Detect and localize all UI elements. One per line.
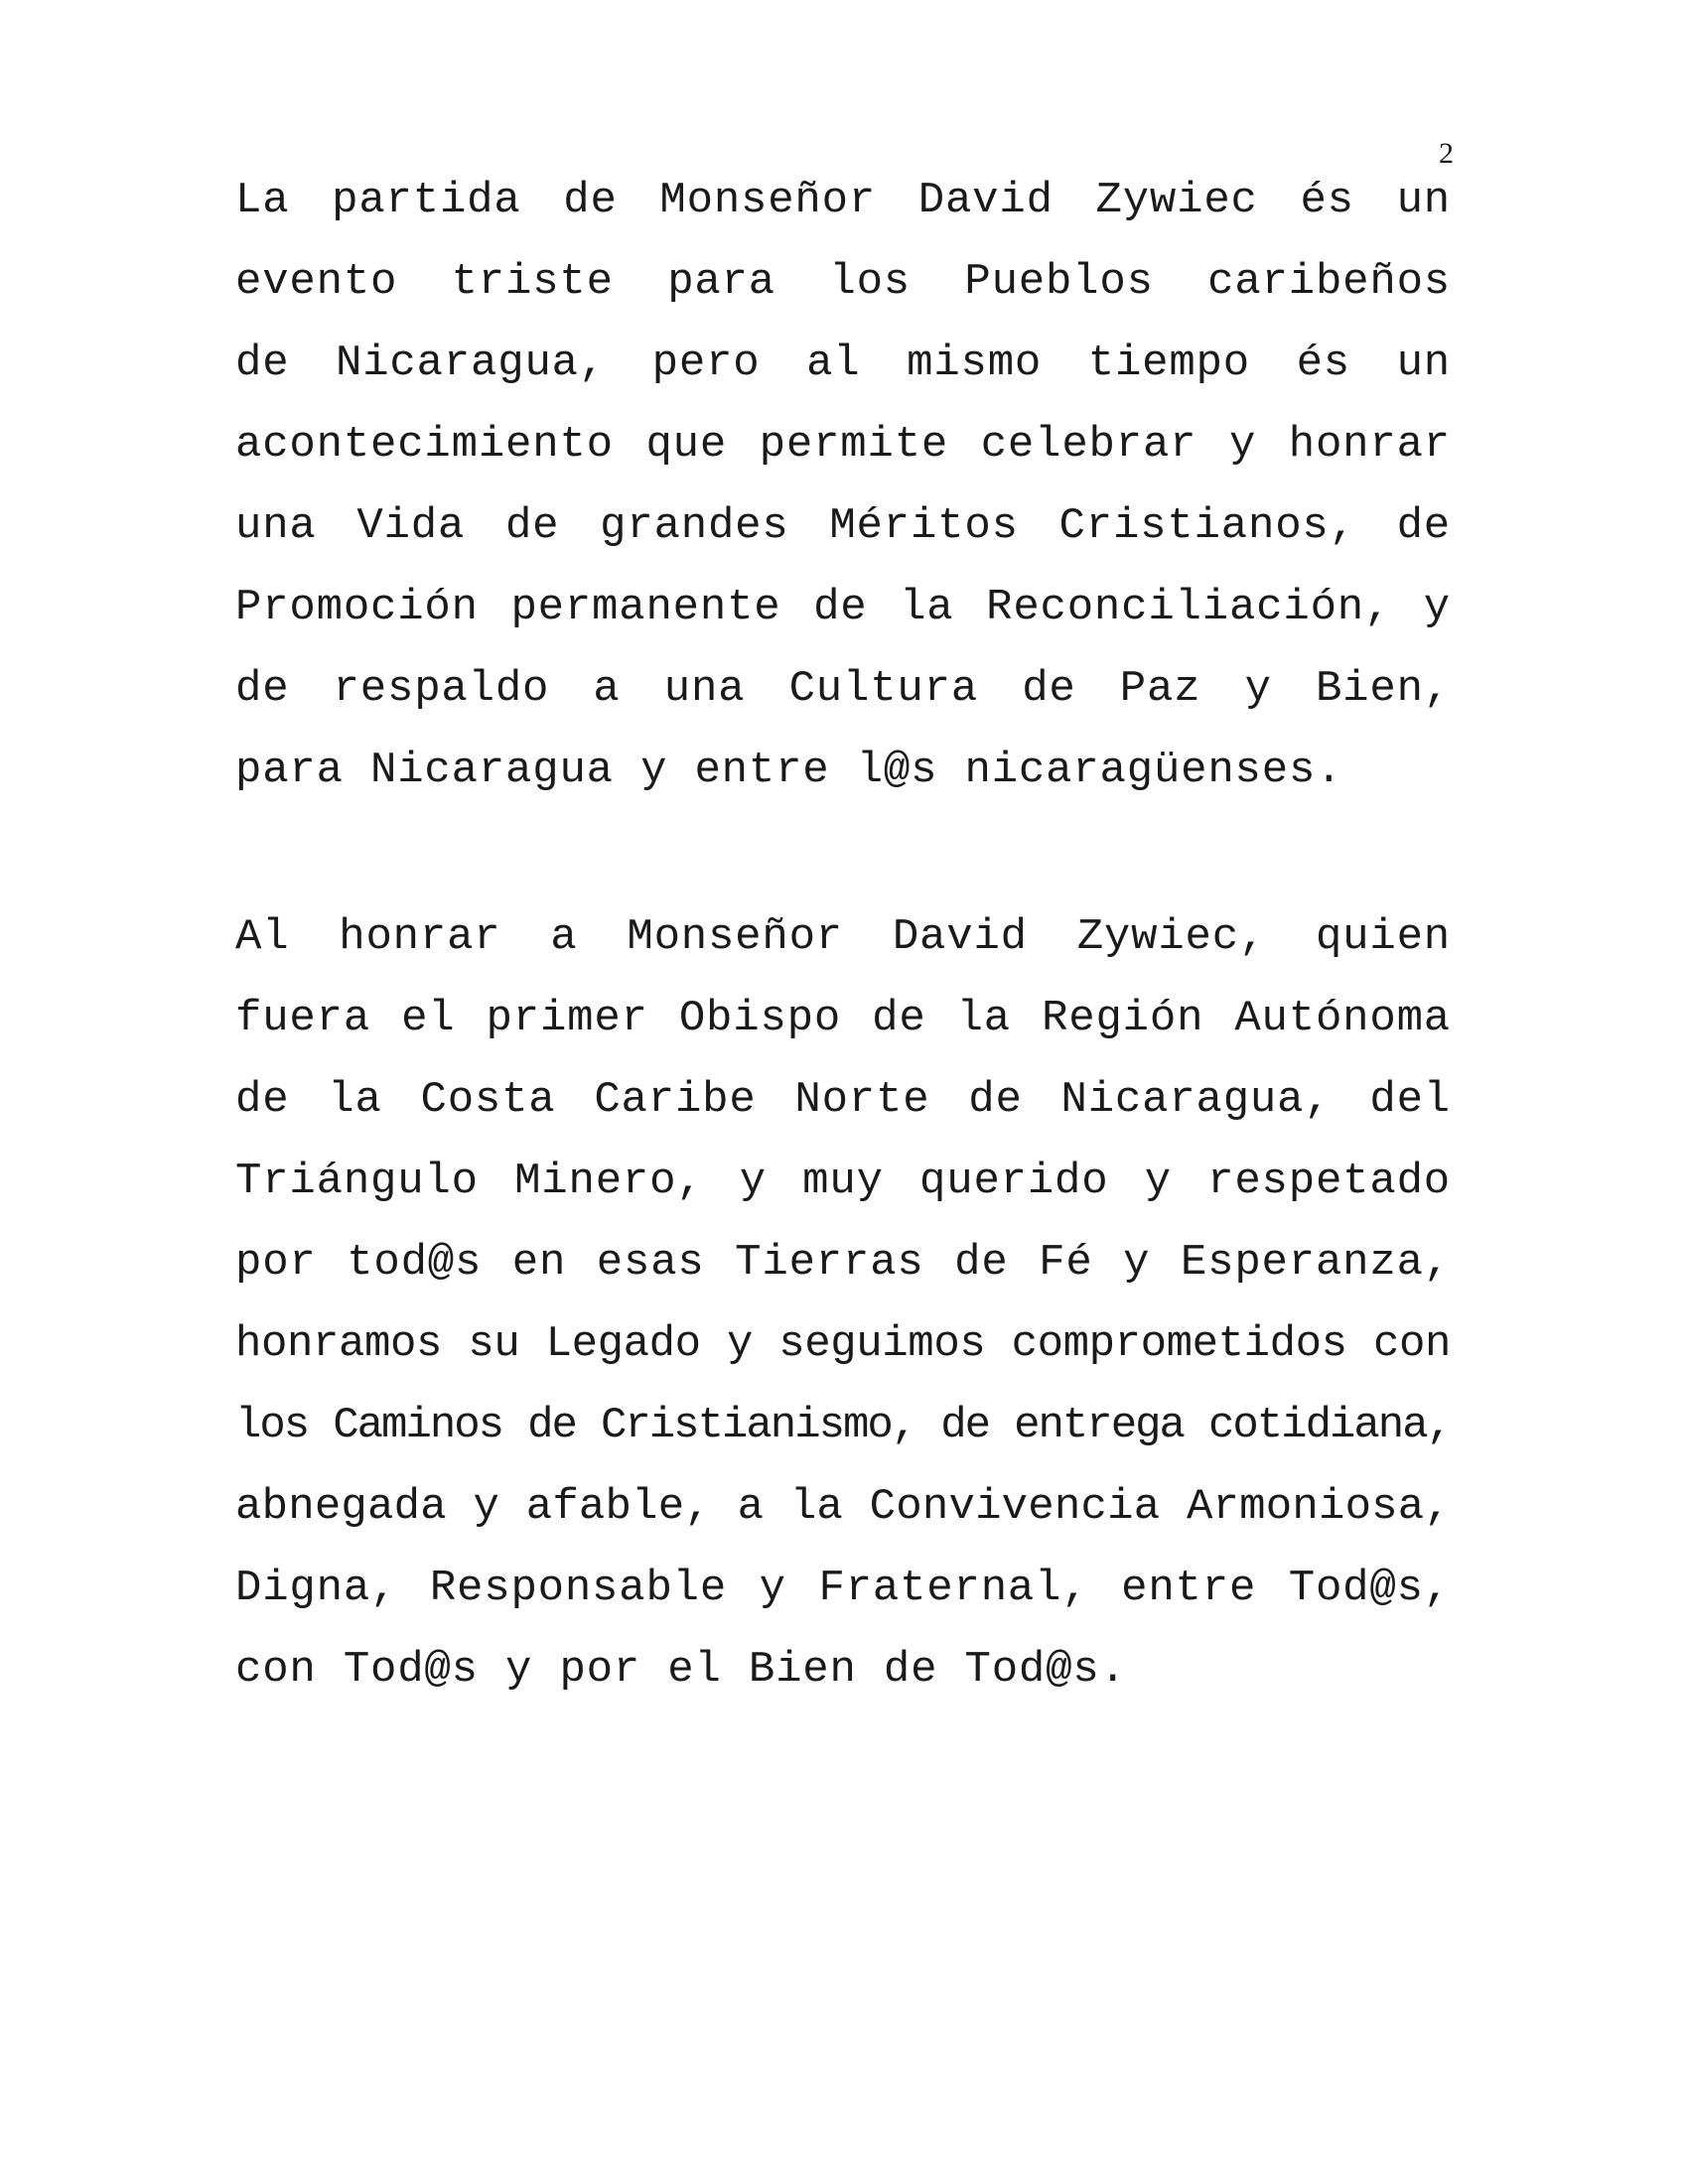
paragraph-2 <box>235 896 1451 1710</box>
paragraph-line: La partida de Monseñor David Zywiec és un <box>235 176 1451 225</box>
paragraph-line: Al honrar a Monseñor David Zywiec, quien <box>235 912 1451 962</box>
paragraph-line: con Tod@s y por el Bien de Tod@s. <box>235 1645 1127 1695</box>
paragraph-line: acontecimiento que permite celebrar y honrar <box>235 420 1451 470</box>
paragraph-line: Digna, Responsable y Fraternal, entre Tod@s, <box>235 1564 1451 1613</box>
paragraph-line: de respaldo a una Cultura de Paz y Bien, <box>235 664 1451 714</box>
paragraph-line: los Caminos de Cristianismo, de entrega cotidiana, <box>235 1401 1451 1450</box>
paragraph-line: por tod@s en esas Tierras de Fé y Esperanza, <box>235 1238 1451 1288</box>
paragraph-line: Triángulo Minero, y muy querido y respetado <box>235 1157 1451 1206</box>
paragraph-line: para Nicaragua y entre l@s nicaragüenses. <box>235 746 1343 795</box>
page-number: 2 <box>1439 137 1454 170</box>
paragraph-line: de Nicaragua, pero al mismo tiempo és un <box>235 339 1451 388</box>
paragraph-line: Promoción permanente de la Reconciliación, y <box>235 583 1451 632</box>
paragraph-line: honramos su Legado y seguimos comprometidos con <box>235 1319 1451 1369</box>
paragraph-1 <box>235 160 1451 811</box>
paragraph-line: abnegada y afable, a la Convivencia Armoniosa, <box>235 1482 1451 1532</box>
paragraph-line: fuera el primer Obispo de la Región Autónoma <box>235 994 1451 1043</box>
paragraph-line: una Vida de grandes Méritos Cristianos, de <box>235 501 1451 551</box>
paragraph-line: de la Costa Caribe Norte de Nicaragua, del <box>235 1075 1451 1125</box>
paragraph-line: evento triste para los Pueblos caribeños <box>235 257 1451 307</box>
